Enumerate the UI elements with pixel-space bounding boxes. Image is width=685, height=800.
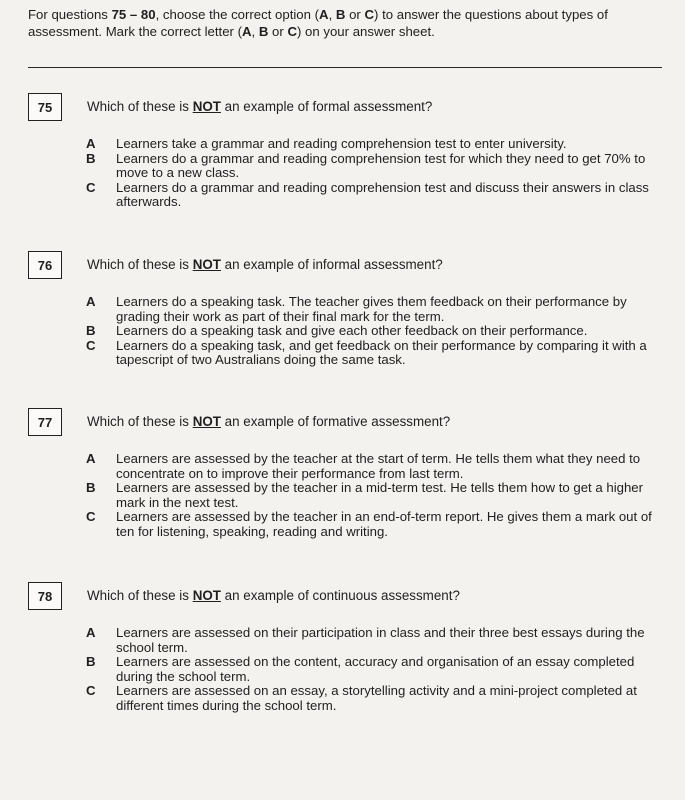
question-stem: Which of these is NOT an example of formative assessment? (87, 414, 451, 429)
question-range: 75 – 80 (111, 7, 156, 22)
option-a: A Learners are assessed on their participation in class and their three best essays during the school term. (86, 625, 645, 655)
option-a: A Learners are assessed by the teacher at the start of term. He tells them what they need to concentrate on to improve their performance from last term. (86, 451, 641, 481)
divider-line (28, 67, 662, 68)
instructions: For questions 75 – 80, choose the correct option (A, B or C) to answer the questions about types of assessment. Mark the correct letter (A, B or C) on your answer sheet. (28, 7, 608, 39)
option-b: B Learners are assessed by the teacher in a mid-term test. He tells them how to get a higher mark in the next test. (86, 480, 644, 510)
option-a: A Learners take a grammar and reading comprehension test to enter university. (86, 136, 567, 151)
question-number-box: 76 (28, 251, 62, 279)
option-b: B Learners are assessed on the content, accuracy and organisation of an essay completed during the school term. (86, 654, 635, 684)
option-c: C Learners are assessed on an essay, a storytelling activity and a mini-project completed at different times during the school term. (86, 683, 637, 713)
option-c: C Learners do a grammar and reading comprehension test and discuss their answers in class afterwards. (86, 179, 649, 209)
options-list (86, 452, 668, 539)
question-stem: Which of these is NOT an example of formal assessment? (87, 99, 433, 114)
question-number-box: 75 (28, 93, 62, 121)
question-stem: Which of these is NOT an example of continuous assessment? (87, 588, 460, 603)
option-b: B Learners do a grammar and reading comprehension test for which they need to get 70% to move to a new class. (86, 150, 646, 180)
option-c: C Learners are assessed by the teacher in an end-of-term report. He gives them a mark out of ten for listening, speaking, reading and writing. (86, 509, 652, 539)
option-b: B Learners do a speaking task and give each other feedback on their performance. (86, 323, 588, 338)
question-number-box: 78 (28, 582, 62, 610)
question-stem: Which of these is NOT an example of informal assessment? (87, 257, 443, 272)
option-a: A Learners do a speaking task. The teacher gives them feedback on their performance by grading their work as part of their final mark for the term. (86, 294, 627, 324)
question-number-box: 77 (28, 408, 62, 436)
option-c: C Learners do a speaking task, and get feedback on their performance by comparing it with a tapescript of two Australians doing the same task. (86, 337, 647, 367)
options-list (86, 626, 668, 713)
options-list (86, 137, 668, 210)
options-list (86, 295, 668, 368)
